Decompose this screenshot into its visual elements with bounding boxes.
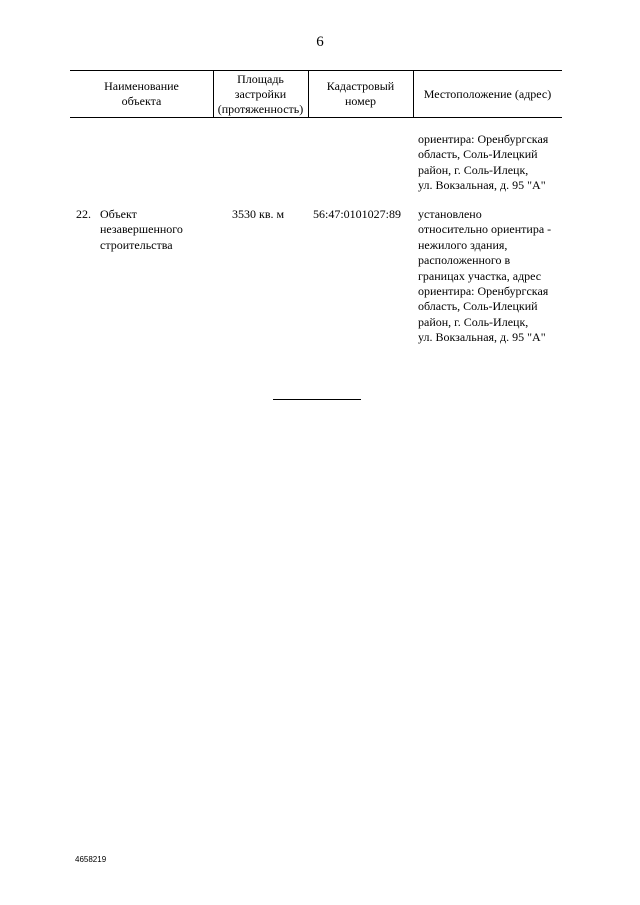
location-line: ул. Вокзальная, д. 95 "А"	[418, 330, 546, 345]
location-line: район, г. Соль-Илецк,	[418, 314, 529, 329]
end-separator	[273, 399, 361, 400]
area-cell: 3530 кв. м	[232, 207, 285, 221]
continued-location-line: ориентира: Оренбургская	[418, 132, 549, 146]
document-id: 4658219	[75, 855, 107, 864]
continued-location-line: ул. Вокзальная, д. 95 "А"	[418, 178, 546, 193]
location-line: нежилого здания,	[418, 237, 508, 252]
continued-location-line: район, г. Соль-Илецк,	[418, 162, 529, 177]
location-line: границах участка, адрес	[418, 268, 542, 283]
object-name-line: незавершенного	[100, 222, 183, 237]
continued-location-cell	[418, 132, 568, 194]
object-name-line: строительства	[100, 237, 173, 252]
location-line: ориентира: Оренбургская	[418, 284, 549, 299]
location-line: установлено	[418, 207, 482, 221]
header-area-line-1: Площадь	[237, 71, 284, 86]
header-name-line-1: Наименование	[104, 79, 179, 93]
location-line: расположенного в	[418, 253, 511, 268]
row-number: 22.	[76, 207, 91, 221]
header-cadastral-line-2: номер	[344, 94, 377, 108]
table-header-bottom-border	[70, 117, 562, 118]
header-area-line-2: застройки	[234, 86, 287, 101]
header-cadastral-line-1: Кадастровый	[326, 79, 395, 93]
location-line: относительно ориентира -	[418, 222, 552, 237]
object-name-line: Объект	[100, 207, 137, 221]
header-name	[70, 71, 213, 117]
header-area-line-3: (протяженность)	[217, 101, 304, 116]
cadastral-number-cell: 56:47:0101027:89	[313, 207, 402, 221]
location-cell	[418, 207, 568, 346]
object-name-cell	[100, 207, 210, 253]
header-location: Местоположение (адрес)	[423, 86, 552, 101]
continued-location-line: область, Соль-Илецкий	[418, 147, 538, 162]
header-name-line-2: объекта	[121, 94, 162, 108]
page-number: 6	[316, 34, 324, 50]
location-line: область, Соль-Илецкий	[418, 299, 538, 314]
header-cadastral	[308, 71, 413, 117]
header-area	[213, 71, 308, 117]
